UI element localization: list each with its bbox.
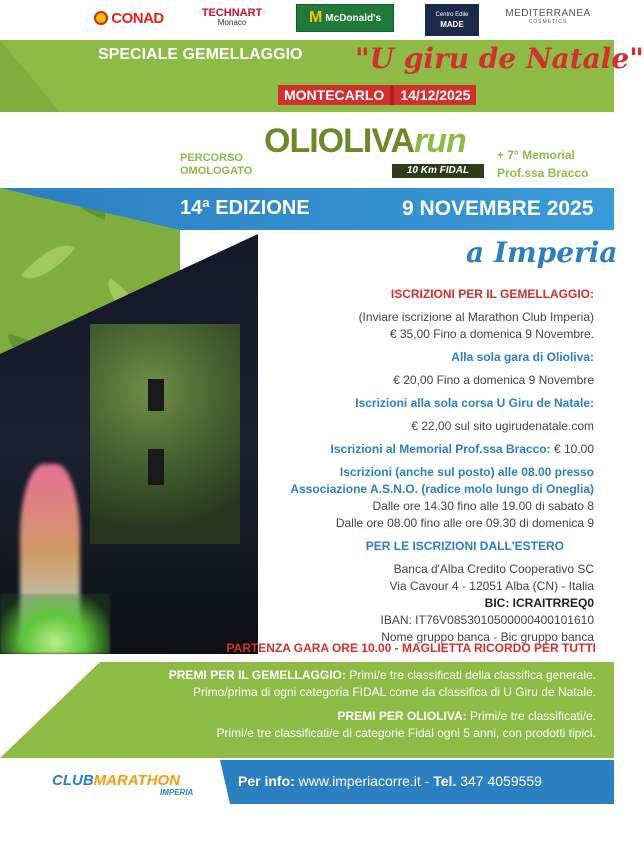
giru-price: € 22,00 sul sito ugirudenatale.com bbox=[411, 419, 594, 433]
logo-olioliva-text: OLIOLIVA bbox=[264, 122, 415, 160]
posto-title-1: Iscrizioni (anche sul posto) alle 08.00 presso bbox=[339, 465, 594, 479]
gemellaggio-price: € 35,00 Fino a domenica 9 Novembre. bbox=[389, 327, 594, 341]
technart-text: TECHNART bbox=[201, 7, 263, 19]
estero-title: PER LE ISCRIZIONI DALL'ESTERO bbox=[365, 539, 564, 553]
memorial-price: € 10,00 bbox=[553, 442, 594, 456]
made-logo bbox=[425, 4, 479, 36]
percorso-omologato: PERCORSO OMOLOGATO bbox=[180, 152, 253, 177]
gemellaggio-title: ISCRIZIONI PER IL GEMELLAGGIO: bbox=[390, 287, 594, 301]
bank-address: Via Cavour 4 - 12051 Alba (CN) - Italia bbox=[389, 579, 594, 593]
sponsor-bar bbox=[0, 0, 614, 40]
event-date: 9 NOVEMBRE 2025 bbox=[402, 197, 594, 220]
premi-olioliva-row-2: Primi/e tre classificati/e di categorie Fidal ogni 5 anni, con prodotti tipici. bbox=[216, 726, 596, 740]
edizione-label: 14ª EDIZIONE bbox=[180, 197, 310, 219]
memorial-line-2: Prof.ssa Bracco bbox=[497, 166, 589, 180]
club-marathon-logo bbox=[52, 772, 180, 789]
speciale-gemellaggio-title: SPECIALE GEMELLAGGIO bbox=[98, 46, 303, 63]
mcdonalds-arches-icon: M bbox=[308, 9, 323, 26]
conad-text: CONAD bbox=[111, 9, 164, 27]
montecarlo-badge bbox=[278, 85, 476, 105]
mediterranea-sub: COSMETICS bbox=[528, 19, 568, 25]
per-info-label: Per info: bbox=[238, 773, 295, 789]
mediterranea-text: MEDITERRANEA bbox=[505, 8, 591, 19]
premi-info bbox=[96, 667, 596, 742]
olive-leaf-icon bbox=[21, 233, 75, 291]
olioliva-title: Alla sola gara di Olioliva: bbox=[451, 350, 594, 364]
bank-group: Nome gruppo banca - Bic gruppo banca bbox=[381, 630, 594, 644]
website-link[interactable]: www.imperiacorre.it - bbox=[294, 773, 434, 789]
premi-gemellaggio-text: Primi/e tre classificati della classifica generale. bbox=[345, 668, 596, 682]
giru-de-natale-title: "U giru de Natale" bbox=[355, 42, 644, 75]
premi-olioliva-text: Primi/e tre classificati/e. bbox=[466, 709, 596, 723]
phone-number[interactable]: 347 4059559 bbox=[456, 773, 542, 789]
olioliva-price: € 20,00 Fino a domenica 9 Novembre bbox=[393, 373, 594, 387]
premi-olioliva-row-1 bbox=[96, 708, 596, 725]
bank-name: Banca d'Alba Credito Cooperativo SC bbox=[393, 562, 594, 576]
conad-flower-icon bbox=[94, 11, 108, 25]
partenza-gara: PARTENZA GARA ORE 10.00 - MAGLIETTA RICORDO PER TUTTI bbox=[226, 641, 596, 655]
logo-10km-fidal: 10 Km FIDAL bbox=[392, 164, 484, 178]
giru-title: Iscrizioni alla sola corsa U Giru de Natale: bbox=[355, 396, 594, 410]
mediterranea-logo bbox=[500, 4, 596, 32]
mcdonalds-logo bbox=[296, 4, 394, 32]
contact-info bbox=[238, 773, 542, 789]
memorial-text bbox=[497, 146, 588, 182]
premi-olioliva-label: PREMI PER OLIOLIVA: bbox=[337, 709, 467, 723]
montecarlo-date: 14/12/2025 bbox=[394, 85, 476, 105]
memorial-line-1: + 7° Memorial bbox=[497, 148, 575, 162]
logo-run-text: run bbox=[414, 122, 466, 160]
premi-gemellaggio-row-1 bbox=[96, 667, 596, 684]
club-text: CLUB bbox=[52, 772, 94, 789]
bank-iban: IBAN: IT76V0853010500000400101610 bbox=[380, 613, 594, 627]
marathon-text: MARATHON bbox=[93, 772, 181, 789]
registration-info bbox=[254, 286, 594, 646]
mcdonalds-text: McDonald's bbox=[325, 12, 382, 24]
posto-title-2: Associazione A.S.N.O. (radice molo lungo di Oneglia) bbox=[290, 482, 594, 496]
posto-line-2: Dalle ore 08.00 fino alle ore 09.30 di domenica 9 bbox=[335, 516, 594, 530]
posto-line-1: Dalle ore 14.30 fino alle 19.00 di sabato 8 bbox=[372, 499, 594, 513]
tel-label: Tel. bbox=[433, 773, 457, 789]
technart-sub: Monaco bbox=[217, 18, 247, 27]
montecarlo-label: MONTECARLO bbox=[278, 85, 390, 105]
memorial-row bbox=[254, 441, 594, 458]
club-imperia-sub: IMPERIA bbox=[160, 788, 194, 797]
made-text: MADE bbox=[440, 20, 464, 29]
olioliva-run-logo bbox=[264, 122, 466, 161]
made-sub: Centro Edile bbox=[435, 12, 469, 18]
bank-bic: BIC: ICRAITRREQ0 bbox=[484, 596, 594, 610]
memorial-title: Iscrizioni al Memorial Prof.ssa Bracco: bbox=[330, 442, 551, 456]
premi-gemellaggio-label: PREMI PER IL GEMELLAGGIO: bbox=[168, 668, 346, 682]
premi-gemellaggio-row-2: Primo/prima di ogni categoria FIDAL come da classifica di U Giru de Natale. bbox=[192, 685, 596, 699]
imperia-location: a Imperia bbox=[466, 236, 618, 269]
gemellaggio-line: (Inviare iscrizione al Marathon Club Imperia) bbox=[358, 310, 594, 324]
conad-logo bbox=[88, 4, 170, 32]
technart-logo bbox=[192, 4, 272, 32]
